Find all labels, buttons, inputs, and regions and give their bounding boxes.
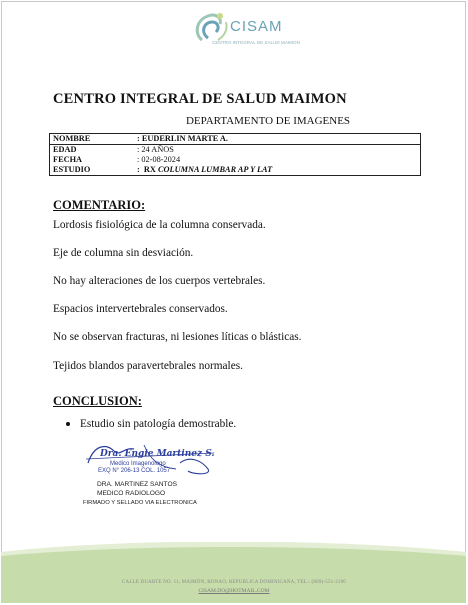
comentario-title: COMENTARIO: [53, 198, 146, 212]
conclusion-item-text: Estudio sin patología demostrable. [80, 418, 237, 430]
page-title: CENTRO INTEGRAL DE SALUD MAIMON [53, 91, 347, 107]
stamp-exequatur: EXQ N° 206-13 COL. 1057 [98, 468, 171, 474]
fecha-value: : 02-08-2024 [137, 155, 181, 164]
footer-address: CALLE DUARTE NO. 11, MAIMÓN, BONAO, REPUBLICA DOMINICANA, TEL.: (809)-551-2196 [121, 580, 347, 585]
signature-note: FIRMADO Y SELLADO VIA ELECTRONICA [83, 500, 197, 506]
comentario-line: Tejidos blandos paravertebrales normales. [53, 360, 243, 372]
logo-name: CISAM [230, 18, 283, 35]
estudio-label: ESTUDIO [53, 165, 91, 174]
estudio-prefix: : RX [137, 165, 158, 174]
comentario-line: No se observan fracturas, ni lesiones líticas o blásticas. [53, 331, 302, 343]
edad-value: : 24 AÑOS [137, 145, 174, 154]
bullet-icon [66, 422, 70, 426]
department-title: DEPARTAMENTO DE IMAGENES [185, 115, 351, 127]
fecha-label: FECHA [53, 155, 83, 164]
stamp-name: Dra. Engie Martinez S. [100, 449, 215, 459]
comentario-line: No hay alteraciones de los cuerpos vertebrales. [53, 275, 266, 287]
patient-info-box [49, 133, 421, 176]
stamp-role: Medico Imagenologo [110, 461, 166, 467]
comentario-line: Eje de columna sin desviación. [53, 247, 194, 259]
estudio-value: COLUMNA LUMBAR AP Y LAT [157, 165, 273, 174]
comentario-line: Lordosis fisiológica de la columna conservada. [53, 219, 266, 231]
patient-row-estudio [53, 165, 272, 176]
signature-role: MEDICO RADIOLOGO [97, 490, 166, 497]
doctor-stamp [84, 441, 220, 479]
conclusion-title: CONCLUSION: [53, 394, 142, 408]
signature-name: DRA. MARTINEZ SANTOS [97, 481, 177, 488]
nombre-label: NOMBRE [53, 134, 91, 143]
footer-email[interactable]: CISAM.DO@HOTMAIL.COM [198, 588, 270, 594]
edad-label: EDAD [53, 145, 77, 154]
conclusion-item [66, 418, 236, 430]
nombre-value: : EUDERLIN MARTE A. [137, 134, 228, 143]
cisam-logo [190, 10, 310, 50]
comentario-line: Espacios intervertebrales conservados. [53, 303, 228, 315]
logo-subtitle: CENTRO INTEGRAL DE SALUD MAIMON [212, 40, 300, 45]
